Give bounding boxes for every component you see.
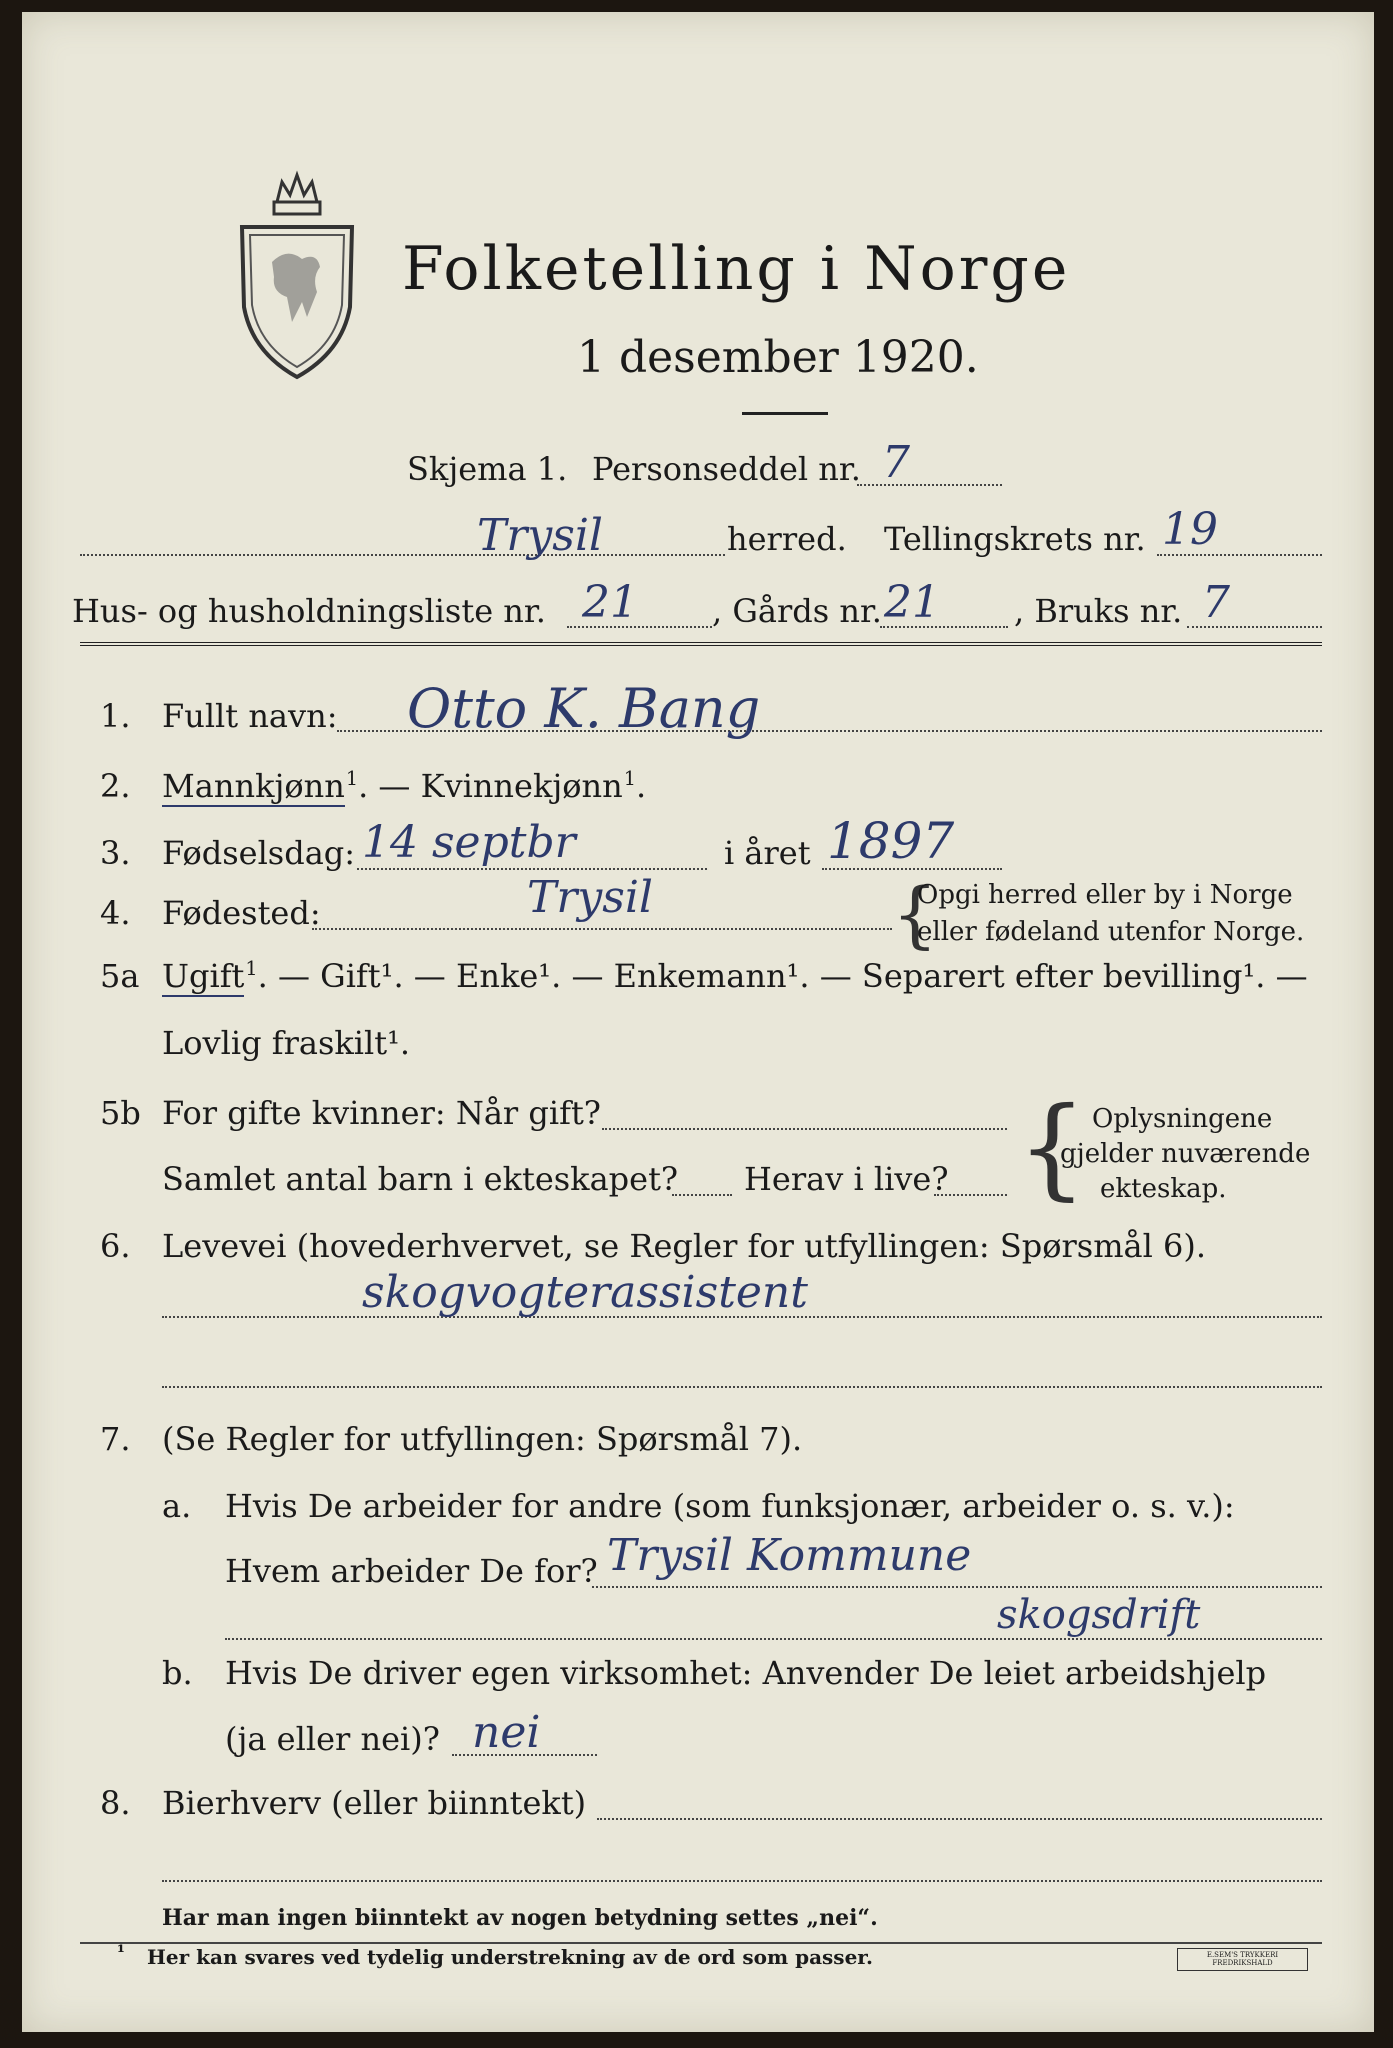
q1-value: Otto K. Bang [407, 677, 761, 740]
q8-number: 8. [100, 1784, 131, 1822]
q2-male: Mannkjønn [162, 767, 345, 805]
q3-year-value: 1897 [827, 812, 955, 870]
q7a-value-2: skogsdrift [997, 1592, 1201, 1638]
q4-note-1: Opgi herred eller by i Norge [917, 880, 1293, 910]
q5b-note-2: gjelder nuværende [1060, 1139, 1311, 1169]
herred-line [80, 554, 725, 556]
q5b-alive-line [934, 1194, 1007, 1196]
q7a-line [592, 1586, 1322, 1588]
q7a-line1: Hvis De arbeider for andre (som funksjonær, arbeider o. s. v.): [225, 1487, 1235, 1525]
q8-line-2 [162, 1880, 1322, 1882]
q6-number: 6. [100, 1227, 131, 1265]
bruks-value: 7 [1202, 577, 1230, 628]
q7a-line-2 [225, 1638, 1322, 1640]
q6-value: skogvogterassistent [362, 1267, 808, 1318]
header-rule [80, 642, 1322, 646]
q1-label: Fullt navn: [162, 697, 338, 735]
q6-label: Levevei (hovederhvervet, se Regler for utfyllingen: Spørsmål 6). [162, 1227, 1207, 1265]
q5b-note-3: ekteskap. [1100, 1174, 1227, 1204]
q3-line [357, 868, 707, 870]
footnote-text: Her kan svares ved tydelig understrekning av de ord som passer. [147, 1945, 873, 1969]
tellingskrets-label: Tellingskrets nr. [884, 520, 1146, 558]
q2-options: Mannkjønn$^1$. — Kvinnekjønn$^1$. [162, 767, 647, 805]
footer-note: Har man ingen biinntekt av nogen betydning settes „nei“. [162, 1905, 878, 1931]
q2-number: 2. [100, 767, 131, 805]
q3-number: 3. [100, 834, 131, 872]
personseddel-value: 7 [882, 437, 910, 488]
q7-label: (Se Regler for utfyllingen: Spørsmål 7). [162, 1420, 803, 1458]
q8-label: Bierhverv (eller biinntekt) [162, 1784, 587, 1822]
q5b-line2a: Samlet antal barn i ekteskapet? [162, 1160, 679, 1198]
q5b-children-line [672, 1194, 732, 1196]
q4-label: Fødested: [162, 894, 321, 932]
q5b-number: 5b [100, 1094, 141, 1132]
title-divider [742, 412, 828, 415]
q2-sep: . — [358, 767, 421, 805]
q5a-line2: Lovlig fraskilt¹. [162, 1024, 411, 1062]
q5b-brace: { [1017, 1083, 1087, 1211]
q4-number: 4. [100, 894, 131, 932]
husliste-label: Hus- og husholdningsliste nr. [72, 592, 546, 630]
q7b-value: nei [472, 1707, 541, 1758]
q7-number: 7. [100, 1420, 131, 1458]
q5a-rest: . — Gift¹. — Enke¹. — Enkemann¹. — Separert efter bevilling¹. — [257, 957, 1308, 995]
gards-label: , Gårds nr. [712, 592, 882, 630]
form-date: 1 desember 1920. [577, 332, 979, 383]
printer-stamp: E.SEM'S TRYKKERI FREDRIKSHALD [1177, 1948, 1308, 1971]
q5a-options: Ugift$^1$. — Gift¹. — Enke¹. — Enkemann¹. — Separert efter bevilling¹. — [162, 957, 1308, 995]
coat-of-arms-icon [232, 167, 362, 382]
footnote-mark: ¹ [117, 1942, 125, 1963]
q7b-line1: Hvis De driver egen virksomhet: Anvender De leiet arbeidshjelp [225, 1654, 1267, 1692]
q7b-letter: b. [162, 1654, 193, 1692]
q8-line [597, 1818, 1322, 1820]
q6-line-2 [162, 1386, 1322, 1388]
q1-number: 1. [100, 697, 131, 735]
form-title: Folketelling i Norge [402, 234, 1071, 304]
q2-female: Kvinnekjønn [420, 767, 623, 805]
personseddel-line [857, 484, 1002, 486]
herred-value: Trysil [477, 510, 603, 561]
q5a-number: 5a [100, 957, 140, 995]
q3-label: Fødselsdag: [162, 834, 356, 872]
q7a-letter: a. [162, 1487, 192, 1525]
bruks-label: , Bruks nr. [1014, 592, 1183, 630]
footnote-rule [80, 1942, 1322, 1944]
skjema-label: Skjema 1. [407, 450, 568, 488]
q3-value: 14 septbr [362, 817, 576, 868]
husliste-value: 21 [582, 577, 638, 628]
q7a-value: Trysil Kommune [607, 1530, 972, 1581]
q5a-ugift: Ugift [162, 957, 245, 995]
q5b-line1: For gifte kvinner: Når gift? [162, 1094, 601, 1132]
q5b-note-1: Oplysningene [1092, 1104, 1273, 1134]
census-form [22, 12, 1374, 2032]
q4-line [312, 928, 892, 930]
q7b-line2: (ja eller nei)? [225, 1720, 440, 1758]
q4-brace: { [892, 872, 938, 956]
q4-note-2: eller fødeland utenfor Norge. [917, 917, 1305, 947]
personseddel-label: Personseddel nr. [592, 450, 861, 488]
tellingskrets-value: 19 [1162, 504, 1218, 555]
q7a-line2: Hvem arbeider De for? [225, 1552, 598, 1590]
q4-value: Trysil [527, 872, 653, 923]
q5b-when-line [602, 1128, 1007, 1130]
gards-value: 21 [884, 577, 940, 628]
q3-year-label: i året [724, 834, 811, 872]
q5b-line2b: Herav i live? [744, 1160, 949, 1198]
herred-label: herred. [727, 520, 847, 558]
